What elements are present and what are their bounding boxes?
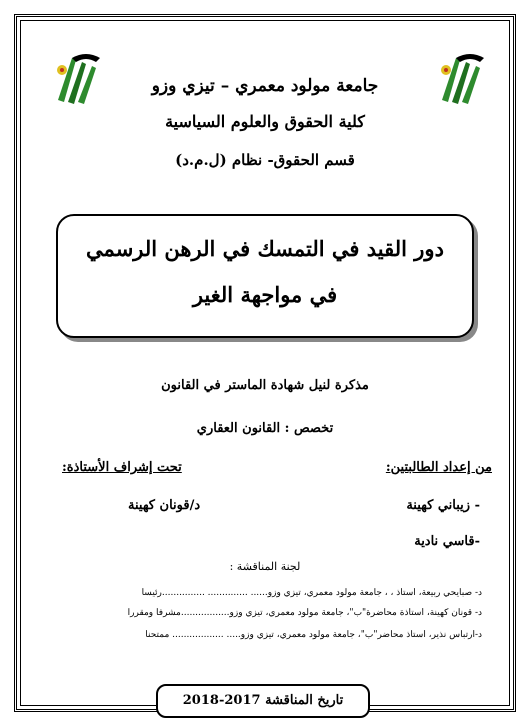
faculty-name: كلية الحقوق والعلوم السياسية	[165, 112, 365, 131]
university-name: جامعة مولود معمري – تيزي وزو	[151, 76, 379, 96]
jury-member: د- قونان كهينة، أستاذة محاضرة"ب"، جامعة مولود معمري، تيزي وزو.................مشرفا ومقررا	[127, 608, 482, 618]
jury-member: د-أرتباس نذير، أستاذ محاضر"ب"، جامعة مولود معمري، تيزي وزو..... .................. ممتحنا	[145, 630, 482, 640]
jury-member: د- صبايحي ربيعة، أستاذ ، ، جامعة مولود معمري، تيزي وزو...... .............. ...............رئيسا	[141, 588, 482, 598]
university-logo-icon	[52, 48, 106, 108]
title-box	[56, 214, 474, 338]
thesis-title-line2: في مواجهة الغير	[192, 282, 338, 307]
students-label: من إعداد الطالبتين:	[385, 460, 492, 475]
defense-date: تاريخ المناقشة 2017-2018	[156, 684, 370, 718]
student-name: -قاسي نادية	[414, 534, 480, 549]
jury-title: لجنة المناقشة :	[229, 560, 301, 573]
university-logo-icon	[436, 48, 490, 108]
supervisor-name: د/قونان كهينة	[128, 498, 201, 513]
student-name: - زيباني كهينة	[406, 498, 480, 513]
department-name: قسم الحقوق- نظام (ل.م.د)	[175, 151, 355, 169]
thesis-title-line1: دور القيد في التمسك في الرهن الرسمي	[86, 236, 444, 261]
supervisor-label: تحت إشراف الأستاذة:	[62, 460, 182, 475]
degree-statement: مذكرة لنيل شهادة الماستر في القانون	[161, 378, 369, 393]
specialty: تخصص : القانون العقاري	[196, 421, 334, 436]
